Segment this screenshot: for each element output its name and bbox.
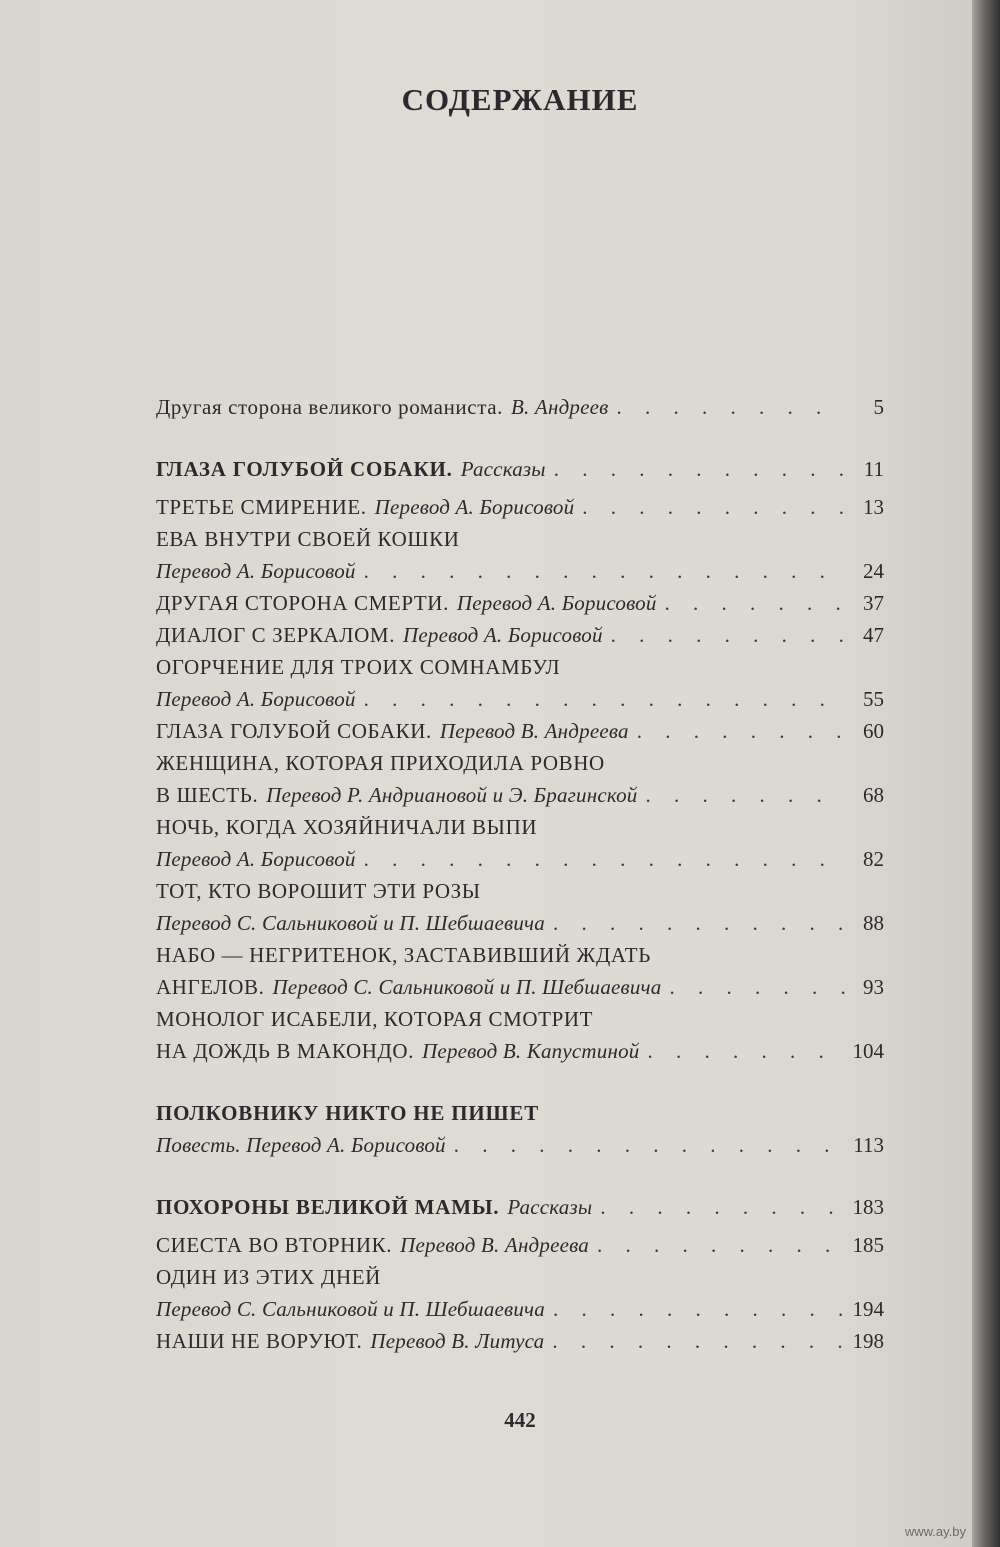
toc-entry — [156, 495, 884, 527]
entry-title-continued: НА ДОЖДЬ В МАКОНДО. — [156, 1039, 415, 1063]
dot-leader — [665, 591, 846, 616]
page-number: 88 — [863, 911, 884, 935]
page-edge-shadow — [972, 0, 1000, 1547]
toc-entry — [156, 975, 884, 1007]
dot-leader — [364, 847, 846, 872]
dot-leader — [364, 687, 846, 712]
toc-entry — [156, 623, 884, 655]
entry-translator: Перевод А. Борисовой — [156, 847, 356, 871]
page-number: 47 — [863, 623, 884, 647]
entry-title: ГЛАЗА ГОЛУБОЙ СОБАКИ. — [156, 719, 432, 743]
toc-entry — [156, 559, 884, 591]
entry-translator: Перевод В. Капустиной — [422, 1039, 640, 1063]
toc-entry-title-line — [156, 815, 884, 847]
dot-leader — [554, 457, 846, 482]
toc-entry-title-line — [156, 527, 884, 559]
dot-leader — [364, 559, 846, 584]
entry-title-continued: АНГЕЛОВ. — [156, 975, 265, 999]
dot-leader — [552, 1329, 844, 1354]
entry-translator: Перевод С. Сальниковой и П. Шебшаевича — [156, 1297, 545, 1321]
table-of-contents — [156, 395, 884, 1361]
page-number: 37 — [863, 591, 884, 615]
toc-section-heading — [156, 1101, 884, 1133]
dot-leader — [616, 395, 846, 420]
toc-entry — [156, 847, 884, 879]
page-number: 11 — [863, 457, 884, 481]
entry-title: ЕВА ВНУТРИ СВОЕЙ КОШКИ — [156, 527, 460, 551]
entry-translator: Перевод А. Борисовой — [156, 559, 356, 583]
toc-entry — [156, 719, 884, 751]
toc-entry — [156, 1297, 884, 1329]
page-number: 113 — [853, 1133, 884, 1157]
section-note: Повесть. Перевод А. Борисовой — [156, 1133, 446, 1157]
entry-title: НАБО — НЕГРИТЕНОК, ЗАСТАВИВШИЙ ЖДАТЬ — [156, 943, 651, 967]
toc-entry — [156, 591, 884, 623]
entry-title: Другая сторона великого романиста. — [156, 395, 503, 419]
section-title: ПОХОРОНЫ ВЕЛИКОЙ МАМЫ. — [156, 1195, 500, 1219]
page-number: 104 — [852, 1039, 884, 1063]
dot-leader — [646, 783, 846, 808]
page-number: 24 — [863, 559, 884, 583]
toc-entry — [156, 1039, 884, 1071]
entry-title: МОНОЛОГ ИСАБЕЛИ, КОТОРАЯ СМОТРИТ — [156, 1007, 594, 1031]
entry-translator: Перевод А. Борисовой — [456, 591, 657, 615]
entry-title: НОЧЬ, КОГДА ХОЗЯЙНИЧАЛИ ВЫПИ — [156, 815, 538, 839]
entry-translator: Перевод А. Борисовой — [374, 495, 575, 519]
dot-leader — [669, 975, 846, 1000]
page-number: 93 — [863, 975, 884, 999]
toc-entry — [156, 1329, 884, 1361]
toc-section-heading — [156, 1195, 884, 1227]
entry-title: ДИАЛОГ С ЗЕРКАЛОМ. — [156, 623, 396, 647]
toc-entry-title-line — [156, 655, 884, 687]
entry-translator: Перевод В. Андреева — [439, 719, 629, 743]
entry-title: ТОТ, КТО ВОРОШИТ ЭТИ РОЗЫ — [156, 879, 481, 903]
toc-entry — [156, 911, 884, 943]
page-number: 183 — [852, 1195, 884, 1219]
toc-entry — [156, 1133, 884, 1165]
section-title: ГЛАЗА ГОЛУБОЙ СОБАКИ. — [156, 457, 453, 481]
toc-entry-title-line — [156, 879, 884, 911]
dot-leader — [611, 623, 846, 648]
section-note: Рассказы — [460, 457, 546, 481]
entry-translator: Перевод А. Борисовой — [403, 623, 603, 647]
section-title: ПОЛКОВНИКУ НИКТО НЕ ПИШЕТ — [156, 1101, 539, 1125]
entry-title: ДРУГАЯ СТОРОНА СМЕРТИ. — [156, 591, 449, 615]
page-number: 198 — [852, 1329, 884, 1353]
toc-entry — [156, 687, 884, 719]
dot-leader — [553, 911, 846, 936]
entry-title: ОГОРЧЕНИЕ ДЛЯ ТРОИХ СОМНАМБУЛ — [156, 655, 561, 679]
entry-translator: Перевод А. Борисовой — [156, 687, 356, 711]
entry-title: НАШИ НЕ ВОРУЮТ. — [156, 1329, 363, 1353]
entry-translator: Перевод В. Литуса — [370, 1329, 545, 1353]
dot-leader — [600, 1195, 844, 1220]
toc-entry-preface — [156, 395, 884, 427]
page-title: СОДЕРЖАНИЕ — [401, 82, 639, 117]
entry-title: ТРЕТЬЕ СМИРЕНИЕ. — [156, 495, 367, 519]
entry-title: ОДИН ИЗ ЭТИХ ДНЕЙ — [156, 1265, 381, 1289]
toc-entry — [156, 783, 884, 815]
dot-leader — [648, 1039, 845, 1064]
page-number: 13 — [863, 495, 884, 519]
page-number: 55 — [863, 687, 884, 711]
dot-leader — [597, 1233, 845, 1258]
entry-translator: Перевод С. Сальниковой и П. Шебшаевича — [272, 975, 662, 999]
entry-translator: Перевод Р. Андриановой и Э. Брагинской — [266, 783, 638, 807]
toc-entry-title-line — [156, 943, 884, 975]
entry-translator: Перевод В. Андреева — [400, 1233, 589, 1257]
section-note: Рассказы — [507, 1195, 593, 1219]
entry-title: СИЕСТА ВО ВТОРНИК. — [156, 1233, 393, 1257]
entry-translator: Перевод С. Сальниковой и П. Шебшаевича — [156, 911, 545, 935]
entry-title: ЖЕНЩИНА, КОТОРАЯ ПРИХОДИЛА РОВНО — [156, 751, 605, 775]
entry-author: В. Андреев — [511, 395, 609, 419]
watermark: www.ay.by — [904, 1524, 966, 1539]
page-number: 194 — [852, 1297, 884, 1321]
page-number: 5 — [873, 395, 884, 419]
toc-entry-title-line — [156, 1007, 884, 1039]
entry-title-continued: В ШЕСТЬ. — [156, 783, 259, 807]
page-number: 68 — [863, 783, 884, 807]
dot-leader — [582, 495, 846, 520]
page-number: 82 — [863, 847, 884, 871]
page-number: 60 — [863, 719, 884, 743]
dot-leader — [454, 1133, 846, 1158]
page-number: 185 — [852, 1233, 884, 1257]
dot-leader — [553, 1297, 845, 1322]
toc-entry-title-line — [156, 751, 884, 783]
toc-section-heading — [156, 457, 884, 489]
dot-leader — [637, 719, 846, 744]
page-folio-number: 442 — [504, 1408, 536, 1432]
toc-entry-title-line — [156, 1265, 884, 1297]
toc-entry — [156, 1233, 884, 1265]
